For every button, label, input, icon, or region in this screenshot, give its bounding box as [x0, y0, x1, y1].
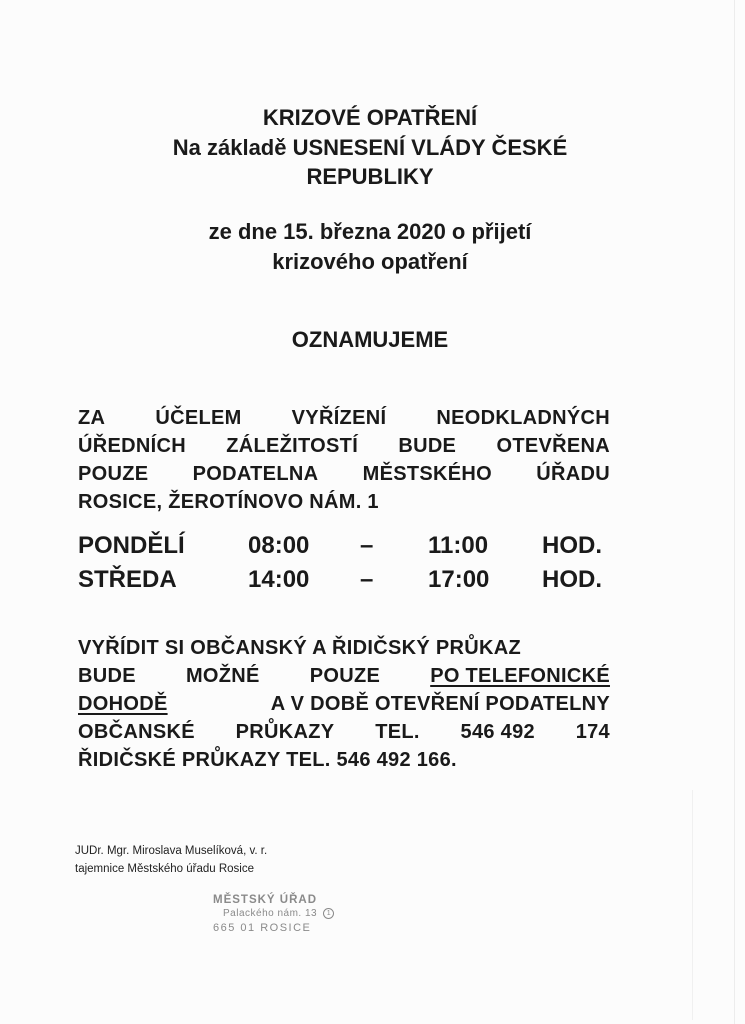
word: POUZE: [78, 463, 149, 485]
stamp-line-3: 665 01 ROSICE: [213, 922, 312, 934]
scan-fold-line: [692, 790, 693, 1020]
hours-from: 14:00: [248, 566, 310, 593]
word: NEODKLADNÝCH: [436, 407, 610, 429]
underlined-agreement: DOHODĚ: [78, 693, 168, 715]
paragraph-line: [78, 488, 610, 516]
heading-line-2: Na základě USNESENÍ VLÁDY ČESKÉ: [172, 135, 568, 160]
hours-row-monday: [78, 532, 608, 570]
office-address: ROSICE, ŽEROTÍNOVO NÁM. 1: [78, 491, 379, 513]
stamp-line-1: MĚSTSKÝ ÚŘAD: [213, 894, 318, 906]
word: ÚŘEDNÍCH: [78, 435, 186, 457]
word: POUZE: [309, 665, 381, 687]
word: TEL.: [375, 721, 420, 743]
hours-unit: HOD.: [542, 566, 602, 593]
hours-to: 11:00: [428, 532, 489, 559]
word: ÚŘADU: [536, 463, 610, 485]
paragraph-line: [78, 404, 610, 432]
word: PODATELNA: [192, 463, 319, 485]
word: VYŘÍZENÍ: [291, 407, 387, 429]
office-stamp: [213, 893, 334, 935]
paragraph-line: [78, 718, 610, 746]
word: OTEVŘENA: [496, 435, 610, 457]
paragraph-line: [78, 690, 610, 718]
line-text: VYŘÍDIT SI OBČANSKÝ A ŘIDIČSKÝ PRŮKAZ: [78, 637, 521, 659]
word: ZÁLEŽITOSTÍ: [226, 435, 359, 457]
paragraph-line: [78, 460, 610, 488]
heading-line-4: ze dne 15. března 2020 o přijetí: [208, 219, 532, 244]
word: MOŽNÉ: [185, 665, 260, 687]
hours-to: 17:00: [428, 566, 490, 593]
paragraph-line: [78, 432, 610, 460]
heading-line-5: krizového opatření: [272, 249, 468, 274]
paragraph-line: [78, 746, 610, 774]
stamp-address: Palackého nám. 13: [223, 908, 318, 919]
paragraph-office-notice: [78, 404, 610, 516]
heading-line-3: REPUBLIKY: [306, 164, 434, 189]
hours-from: 08:00: [248, 532, 310, 559]
word: ÚČELEM: [155, 407, 242, 429]
word: BUDE: [78, 665, 136, 687]
heading-title: KRIZOVÉ OPATŘENÍ: [262, 105, 478, 130]
word: PRŮKAZY: [235, 721, 335, 743]
hours-unit: HOD.: [542, 532, 602, 559]
scan-edge-line: [734, 0, 735, 1024]
word: MĚSTSKÉHO: [362, 463, 492, 485]
stamp-number-badge: 1: [323, 908, 334, 919]
word: BUDE: [398, 435, 457, 457]
underlined-phone-agreement: PO TELEFONICKÉ: [430, 665, 610, 687]
hours-dash: –: [360, 566, 374, 593]
paragraph-line: [78, 662, 610, 690]
signature-title: tajemnice Městského úřadu Rosice: [75, 863, 254, 875]
phone-number-part: 546 492: [460, 721, 535, 743]
hours-row-wednesday: [78, 566, 608, 604]
signature-name: JUDr. Mgr. Miroslava Muselíková, v. r.: [75, 845, 268, 857]
line-text: A V DOBĚ OTEVŘENÍ PODATELNY: [270, 693, 610, 715]
word: ZA: [78, 407, 106, 429]
hours-day: PONDĚLÍ: [78, 532, 185, 559]
stamp-line-2: [213, 907, 334, 921]
phone-number-part: 174: [575, 721, 610, 743]
announcement-heading: OZNAMUJEME: [291, 327, 449, 352]
paragraph-line: [78, 634, 610, 662]
paragraph-id-cards: [78, 634, 610, 774]
word: OBČANSKÉ: [78, 721, 195, 743]
line-text: ŘIDIČSKÉ PRŮKAZY TEL. 546 492 166.: [78, 749, 457, 771]
hours-day: STŘEDA: [78, 566, 177, 593]
hours-dash: –: [360, 532, 374, 559]
